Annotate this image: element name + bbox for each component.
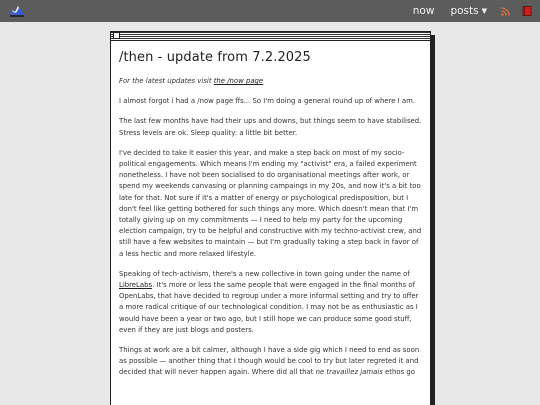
paragraph-5-end: ethos go — [382, 368, 415, 377]
rss-icon[interactable] — [501, 7, 510, 16]
intro-paragraph — [119, 76, 424, 87]
paragraph-2: The last few months have had their ups and downs, but things seem to have stabilised. Stress levels are ok. Sleep quality: a little bit better. — [119, 117, 422, 137]
post-content — [119, 50, 424, 388]
nav-now-link[interactable]: now — [412, 5, 435, 17]
close-box-button[interactable] — [113, 32, 120, 39]
nav-posts-label: posts — [450, 5, 479, 17]
nav-posts-dropdown[interactable] — [450, 5, 487, 17]
paragraph-5 — [119, 345, 424, 379]
paragraph-4 — [119, 269, 424, 336]
paragraph-1: I almost forgot i had a /now page ffs... So I'm doing a general round up of where I am. — [119, 97, 416, 106]
post-title: /then - update from 7.2.2025 — [119, 50, 311, 65]
main-nav — [413, 0, 532, 22]
window-titlebar — [111, 32, 430, 41]
paragraph-3: I've decided to take it easier this year, and make a step back on most of my socio-political engagements. Which means I'm ending my "activist" era, a failed experiment nonetheless. I have not been socialised to do organisational meetings after work, or spend my weekends canvasing or planning campaings in my 20s, and now it's a bit too late for that. Not sure if it's a matter of energy or psychological predisposition, but I don't feel like getting bothered for such things any more. Which doesn't mean that I'm totally giving up on my commitments — I need to help my party for the upcoming election campaign, try to be helpful and constructive with my techno-activist crew, and still have a few websites to maintain — but I'm gradually taking a step back in favor of a less hectic and more relaxed lifestyle. — [119, 148, 422, 258]
intro-text: For the latest updates visit — [119, 77, 214, 85]
paragraph-5-start: Things at work are a bit calmer, although I have a side gig which I need to end as soon as possible — another thing that I though would be cool to try but later regreted it and decided that will never happen again. Where did all that — [119, 346, 420, 377]
paragraph-4-end: . It's more or less the same people that were engaged in the final months of OpenLabs, that have decided to regroup under a more informal setting and try to offer a more radical critique of our technological condition. I may not be as enthusiastic as I would have been a year or two ago, but I still hope we can produce some good stuff, even if they are just blogs and posters. — [119, 281, 419, 334]
now-page-link[interactable]: the /now page — [213, 77, 264, 85]
librelabs-link[interactable]: LibreLabs — [119, 281, 153, 290]
chevron-down-icon: ▼ — [481, 7, 487, 15]
book-icon[interactable] — [522, 6, 532, 16]
paragraph-4-start: Speaking of tech-activism, there's a new collective in town going under the name of — [119, 269, 410, 278]
paragraph-5-emphasis: ne travaillez jamais — [315, 368, 383, 377]
post-window — [110, 31, 431, 405]
top-navigation-bar — [0, 0, 540, 22]
logo-icon[interactable] — [8, 4, 26, 18]
